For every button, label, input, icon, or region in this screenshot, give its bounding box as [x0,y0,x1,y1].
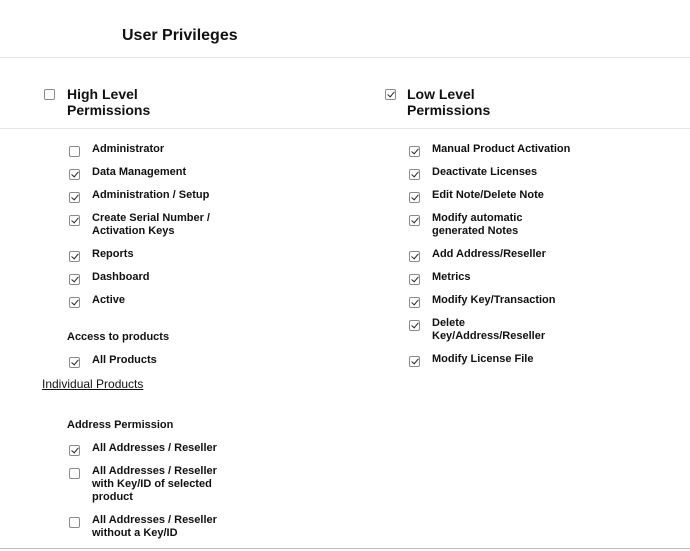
high-level-item-reports-checkbox[interactable] [69,251,80,262]
low-level-item-edit-note-checkbox[interactable] [409,192,420,203]
high-level-item-dashboard-label: Dashboard [92,271,150,283]
low-level-item-manual-activation-label: Manual Product Activation [432,143,571,155]
low-level-item-modify-notes-checkbox[interactable] [409,215,420,226]
low-level-item-add-address-label: Add Address/Reseller [432,248,546,260]
low-level-item-edit-note-label: Edit Note/Delete Note [432,189,544,201]
low-level-item-modify-notes-label: Modify automatic generated Notes [432,212,523,237]
address-without-key-label: All Addresses / Reseller without a Key/ID [92,514,217,539]
address-without-key-checkbox[interactable] [69,517,80,528]
low-level-item-modify-key-checkbox[interactable] [409,297,420,308]
high-level-item-serial-keys-label: Create Serial Number / Activation Keys [92,212,210,237]
address-all-label: All Addresses / Reseller [92,442,217,454]
all-products-checkbox[interactable] [69,357,80,368]
low-level-item-add-address-checkbox[interactable] [409,251,420,262]
high-level-checkbox[interactable] [44,89,55,100]
high-level-item-active-checkbox[interactable] [69,297,80,308]
high-level-item-admin-setup-label: Administration / Setup [92,189,210,201]
low-level-title: Low Level Permissions [407,86,491,118]
low-level-item-license-file-label: Modify License File [432,353,534,365]
low-level-checkbox[interactable] [385,89,396,100]
low-level-item-deactivate-label: Deactivate Licenses [432,166,538,178]
low-level-item-deactivate-checkbox[interactable] [409,169,420,180]
group-divider [0,128,690,129]
low-level-item-delete-key-checkbox[interactable] [409,320,420,331]
low-level-item-delete-key-label: Delete Key/Address/Reseller [432,317,546,342]
high-level-title: High Level Permissions [67,86,151,118]
page-title: User Privileges [122,27,238,44]
high-level-item-admin-setup-checkbox[interactable] [69,192,80,203]
address-all-checkbox[interactable] [69,445,80,456]
high-level-item-serial-keys-checkbox[interactable] [69,215,80,226]
all-products-label: All Products [92,354,157,366]
address-with-key-label: All Addresses / Reseller with Key/ID of selected product [92,465,217,503]
low-level-item-modify-key-label: Modify Key/Transaction [432,294,556,306]
high-level-item-data-management-checkbox[interactable] [69,169,80,180]
low-level-item-metrics-label: Metrics [432,271,471,283]
high-level-item-data-management-label: Data Management [92,166,187,178]
individual-products-link[interactable]: Individual Products [42,377,144,391]
high-level-item-administrator-label: Administrator [92,143,165,155]
low-level-item-metrics-checkbox[interactable] [409,274,420,285]
high-level-item-reports-label: Reports [92,248,134,260]
high-level-item-dashboard-checkbox[interactable] [69,274,80,285]
products-section-label: Access to products [67,331,170,343]
high-level-item-administrator-checkbox[interactable] [69,146,80,157]
title-divider [0,57,690,58]
low-level-item-license-file-checkbox[interactable] [409,356,420,367]
address-section-label: Address Permission [67,419,174,431]
low-level-item-manual-activation-checkbox[interactable] [409,146,420,157]
high-level-item-active-label: Active [92,294,126,306]
bottom-border [0,548,690,549]
address-with-key-checkbox[interactable] [69,468,80,479]
